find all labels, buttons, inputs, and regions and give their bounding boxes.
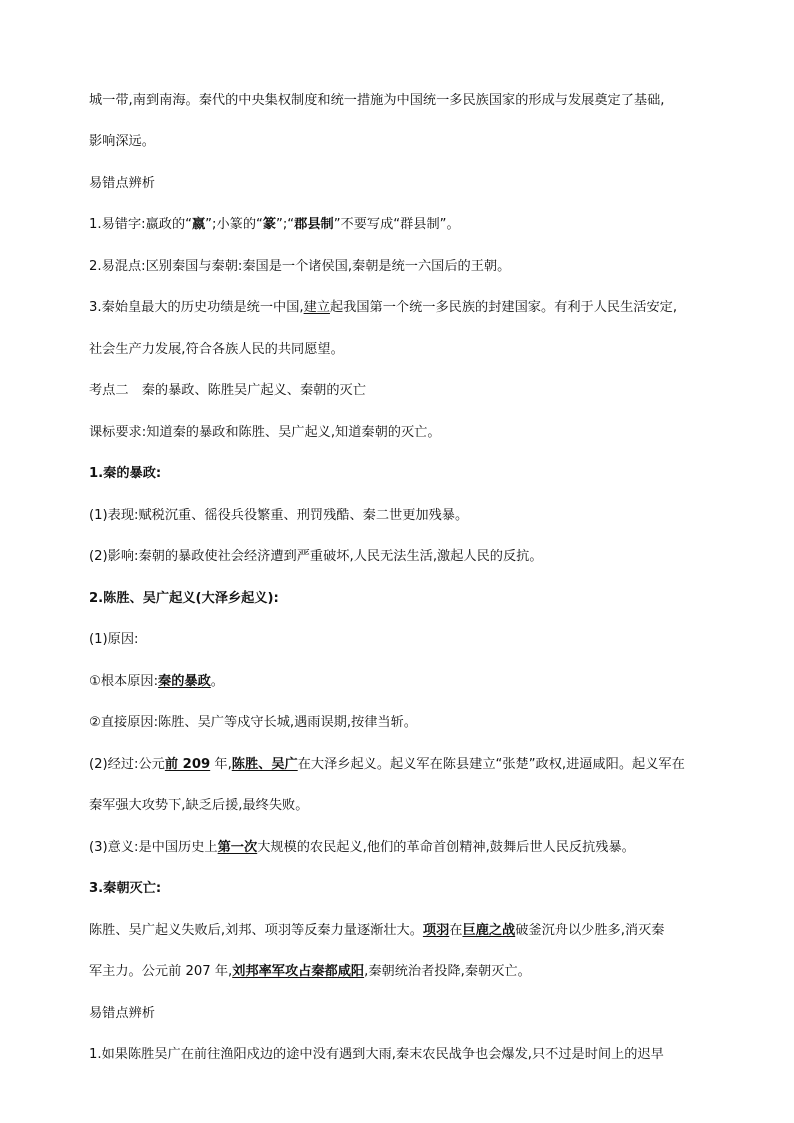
curriculum-requirement: 课标要求:知道秦的暴政和陈胜、吴广起义,知道秦朝的灭亡。 <box>89 425 441 440</box>
text: (3)意义:是中国历史上 <box>89 840 218 855</box>
paragraph-line: (2)影响:秦朝的暴政使社会经济遭到严重破坏,人民无法生活,激起人民的反抗。 <box>89 549 543 564</box>
text: ①根本原因: <box>89 674 159 689</box>
subheading-tyranny: 1.秦的暴政: <box>89 466 162 481</box>
root-cause-line <box>89 673 224 691</box>
text: ,秦朝统治者投降,秦朝灭亡。 <box>364 964 531 979</box>
section-label: 易错点辨析 <box>89 176 155 191</box>
underlined-text: 建立 <box>303 300 330 315</box>
paragraph-line: 城一带,南到南海。秦代的中央集权制度和统一措施为中国统一多民族国家的形成与发展奠定了基础, <box>89 93 665 108</box>
text: 在大泽乡起义。起义军在陈县建立“张楚”政权,进逼咸阳。起义军在 <box>297 757 685 772</box>
text: 大规模的农民起义,他们的革命首创精神,鼓舞后世人民反抗残暴。 <box>257 840 635 855</box>
error-point-1 <box>89 216 460 234</box>
error-point-3 <box>89 299 677 317</box>
text: 3.秦始皇最大的历史功绩是统一中国, <box>89 300 304 315</box>
underlined-text: 前 209 <box>164 757 211 772</box>
underlined-text: 第一次 <box>217 840 258 855</box>
text: (2)经过:公元 <box>89 757 165 772</box>
text: 年, <box>210 757 232 772</box>
paragraph-line: 社会生产力发展,符合各族人民的共同愿望。 <box>89 342 344 357</box>
text: 破釜沉舟以少胜多,消灭秦 <box>515 923 665 938</box>
text: 起我国第一个统一多民族的封建国家。有利于人民生活安定, <box>329 300 678 315</box>
paragraph-line: 秦军强大攻势下,缺乏后援,最终失败。 <box>89 798 309 813</box>
error-point-2: 2.易混点:区别秦国与秦朝:秦国是一个诸侯国,秦朝是统一六国后的王朝。 <box>89 259 511 274</box>
emphasis-text: 郡县制 <box>294 217 334 232</box>
text: 陈胜、吴广起义失败后,刘邦、项羽等反秦力量逐渐壮大。 <box>89 923 423 938</box>
underlined-text: 项羽 <box>422 923 450 938</box>
underlined-text: 巨鹿之战 <box>462 923 516 938</box>
emphasis-text: 嬴 <box>191 217 206 232</box>
emphasis-text: 篆 <box>262 217 277 232</box>
fall-line-1 <box>89 922 664 940</box>
text: ”;小篆的“ <box>205 217 263 232</box>
text: 军主力。公元前 207 年, <box>89 964 233 979</box>
significance-line <box>89 839 635 857</box>
section-heading: 考点二 秦的暴政、陈胜吴广起义、秦朝的灭亡 <box>89 383 366 398</box>
subheading-fall: 3.秦朝灭亡: <box>89 881 162 896</box>
paragraph-line: 影响深远。 <box>89 134 155 149</box>
paragraph-line: (1)原因: <box>89 632 139 647</box>
text: 1.易错字:嬴政的“ <box>89 217 192 232</box>
underlined-text: 刘邦率军攻占秦都咸阳 <box>232 964 365 979</box>
paragraph-line: 1.如果陈胜吴广在前往渔阳戍边的途中没有遇到大雨,秦末农民战争也会爆发,只不过是时间上的迟早 <box>89 1047 664 1062</box>
paragraph-line: (1)表现:赋税沉重、徭役兵役繁重、刑罚残酷、秦二世更加残暴。 <box>89 508 469 523</box>
paragraph-line: ②直接原因:陈胜、吴广等戍守长城,遇雨误期,按律当斩。 <box>89 715 417 730</box>
fall-line-2 <box>89 963 531 981</box>
text: 在 <box>449 923 463 938</box>
subheading-uprising: 2.陈胜、吴广起义(大泽乡起义): <box>89 591 279 606</box>
underlined-text: 陈胜、吴广 <box>231 757 298 772</box>
underlined-text: 秦的暴政 <box>158 674 211 689</box>
text: ”;“ <box>276 217 295 232</box>
text: ”不要写成“群县制”。 <box>333 217 460 232</box>
process-line <box>89 756 685 774</box>
section-label: 易错点辨析 <box>89 1006 155 1021</box>
text: 。 <box>210 674 224 689</box>
